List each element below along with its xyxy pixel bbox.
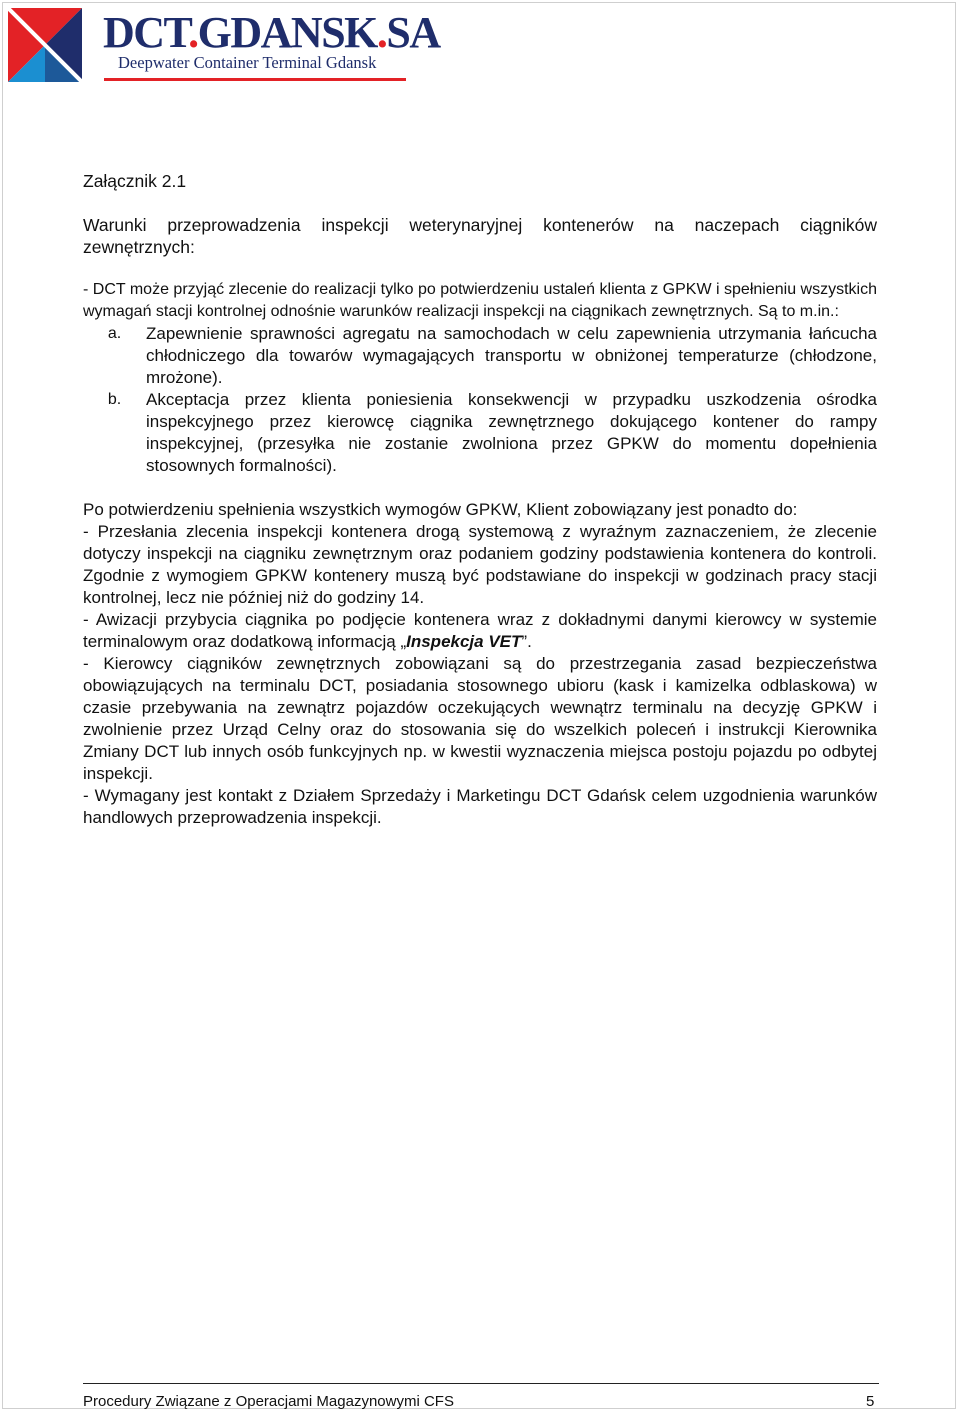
intro-paragraph: - DCT może przyjąć zlecenie do realizacji tylko po potwierdzeniu ustaleń klienta z GPKW i spełnieniu wszystkich wymagań stacji kontrolnej odnośnie warunków realizacji inspekcji na ciągnikach zewnętrznych. Są to m.in.: <box>83 281 877 320</box>
logo-underline <box>104 78 406 81</box>
list-item <box>83 389 877 477</box>
page-number: 5 <box>866 1393 875 1410</box>
requirements-list <box>83 323 877 477</box>
logo-subtitle: Deepwater Container Terminal Gdansk <box>118 53 377 72</box>
logo-mark-icon <box>8 8 82 82</box>
obligation-paragraph: - Kierowcy ciągników zewnętrznych zobowiązani są do przestrzegania zasad bezpieczeństwa obowiązujących na terminalu DCT, posiadania stosownego ubioru (kask i kamizelka odblaskowa) w czasie przebywania na zewnątrz pojazdów oczekujących wewnątrz terminalu na decyzję GPKW i zwolnienie przez Urząd Celny oraz do stosowania się do wszelkich poleceń i instrukcji Kierownika Zmiany DCT lub innych osób funkcyjnych np. w kwestii wyznaczenia miejsca postoju pojazdu po odbytej inspekcji. <box>83 654 877 783</box>
footer-divider <box>83 1383 879 1384</box>
list-item-text: Akceptacja przez klienta poniesienia konsekwencji w przypadku uszkodzenia ośrodka inspekcyjnego przez kierowcę ciągnika zewnętrznego dokującego kontener do rampy inspekcyjnej, (przesyłka nie zostanie zwolniona przez GPKW do momentu dopełnienia stosownych formalności). <box>146 390 877 475</box>
footer-title: Procedury Związane z Operacjami Magazynowymi CFS <box>83 1393 454 1410</box>
obligation-paragraph: - Awizacji przybycia ciągnika po podjęcie kontenera wraz z dokładnymi danymi kierowcy w systemie terminalowym oraz dodatkową informacją „Inspekcja VET”. <box>83 610 877 651</box>
logo-wordmark: DCT.GDANSK.SA <box>103 8 440 57</box>
obligation-paragraph: - Przesłania zlecenia inspekcji kontenera drogą systemową z wyraźnym zaznaczeniem, że zlecenie dotyczy inspekcji na ciągniku zewnętrznym oraz podaniem godziny podstawienia kontenera do kontroli. Zgodnie z wymogiem GPKW kontenery muszą być podstawiane do inspekcji w godzinach pracy stacji kontrolnej, lecz nie później niż do godziny 14. <box>83 522 877 607</box>
section-heading: Warunki przeprowadzenia inspekcji weterynaryjnej kontenerów na naczepach ciągników zewnętrznych: <box>83 215 877 257</box>
list-marker: b. <box>107 391 122 408</box>
document-body <box>83 170 877 829</box>
emphasis-text: Inspekcja VET <box>406 632 522 651</box>
list-marker: a. <box>107 325 122 342</box>
obligation-paragraph: - Wymagany jest kontakt z Działem Sprzedaży i Marketingu DCT Gdańsk celem uzgodnienia warunków handlowych przeprowadzenia inspekcji. <box>83 786 877 827</box>
list-item <box>83 323 877 389</box>
obligations-intro: Po potwierdzeniu spełnienia wszystkich wymogów GPKW, Klient zobowiązany jest ponadto do: <box>83 500 798 519</box>
annex-label: Załącznik 2.1 <box>83 171 187 191</box>
list-item-text: Zapewnienie sprawności agregatu na samochodach w celu zapewnienia utrzymania łańcucha chłodniczego dla towarów wymagających transportu w obniżonej temperaturze (chłodzone, mrożone). <box>146 324 877 387</box>
